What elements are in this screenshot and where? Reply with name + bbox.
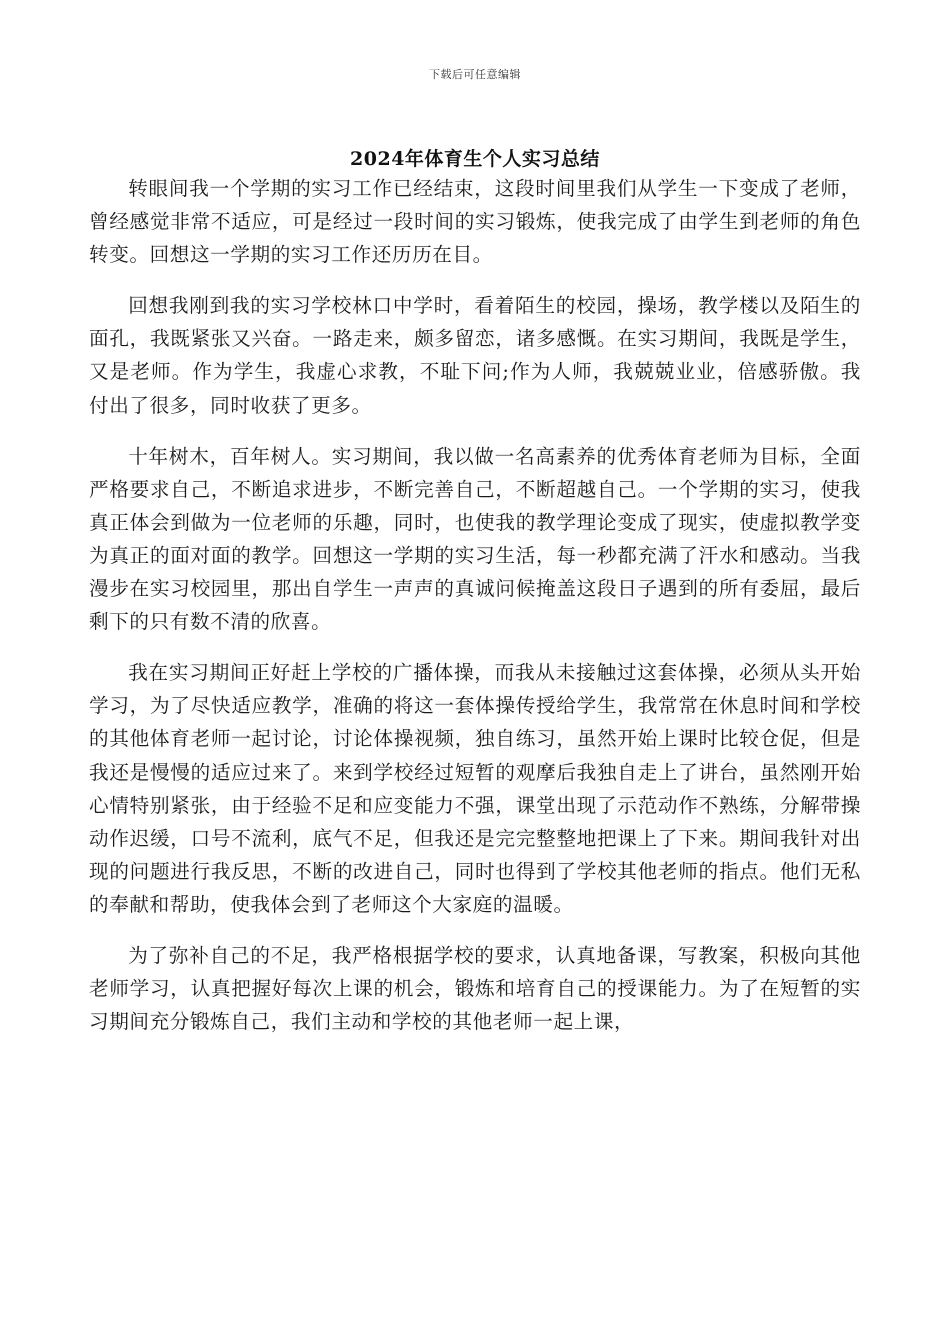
paragraph-2: 回想我刚到我的实习学校林口中学时，看着陌生的校园，操场，教学楼以及陌生的面孔，我既紧张又兴奋。一路走来，颇多留恋，诸多感慨。在实习期间，我既是学生，又是老师。作为学生，我虚心求教，不耻下问;作为人师，我兢兢业业，倍感骄傲。我付出了很多，同时收获了更多。 xyxy=(89,294,861,417)
paragraph-4: 我在实习期间正好赶上学校的广播体操，而我从未接触过这套体操，必须从头开始学习，为了尽快适应教学，准确的将这一套体操传授给学生，我常常在休息时间和学校的其他体育老师一起讨论，讨论体操视频，独自练习，虽然开始上课时比较仓促，但是我还是慢慢的适应过来了。来到学校经过短暂的观摩后我独自走上了讲台，虽然刚开始心情特别紧张，由于经验不足和应变能力不强，课堂出现了示范动作不熟练，分解带操动作迟缓，口号不流利，底气不足，但我还是完完整整地把课上了下来。期间我针对出现的问题进行我反思，不断的改进自己，同时也得到了学校其他老师的指点。他们无私的奉献和帮助，使我体会到了老师这个大家庭的温暖。 xyxy=(89,661,861,916)
paragraph-1: 转眼间我一个学期的实习工作已经结束，这段时间里我们从学生一下变成了老师，曾经感觉非常不适应，可是经过一段时间的实习锻炼，使我完成了由学生到老师的角色转变。回想这一学期的实习工作还历历在目。 xyxy=(89,177,861,267)
paragraph-3: 十年树木，百年树人。实习期间，我以做一名高素养的优秀体育老师为目标，全面严格要求自己，不断追求进步，不断完善自己，不断超越自己。一个学期的实习，使我真正体会到做为一位老师的乐趣，同时，也使我的教学理论变成了现实，使虚拟教学变为真正的面对面的教学。回想这一学期的实习生活，每一秒都充满了汗水和感动。当我漫步在实习校园里，那出自学生一声声的真诚问候掩盖这段日子遇到的所有委屈，最后剩下的只有数不清的欣喜。 xyxy=(89,444,861,634)
document-body xyxy=(89,172,861,1056)
header-note: 下载后可任意编辑 xyxy=(429,68,521,81)
paragraph-5: 为了弥补自己的不足，我严格根据学校的要求，认真地备课，写教案，积极向其他老师学习，认真把握好每次上课的机会，锻炼和培育自己的授课能力。为了在短暂的实习期间充分锻炼自己，我们主动和学校的其他老师一起上课， xyxy=(89,943,861,1034)
document-title: 2024年体育生个人实习总结 xyxy=(350,148,600,170)
